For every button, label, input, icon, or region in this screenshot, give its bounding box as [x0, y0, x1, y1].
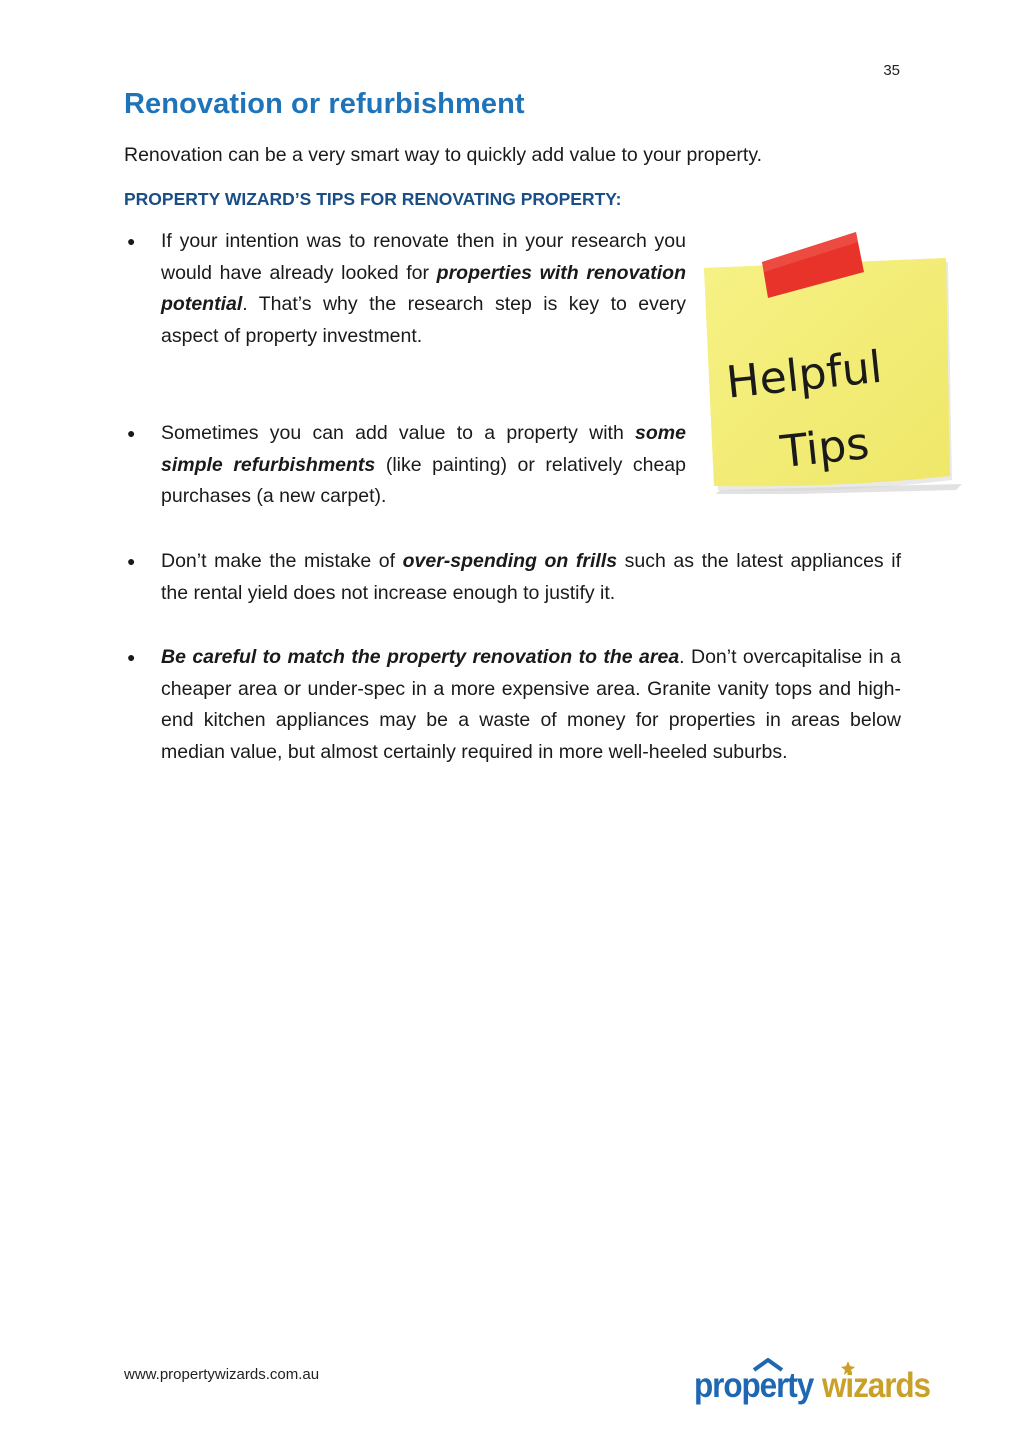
- bullet-text: Sometimes you can add value to a property with some simple refurbishments (like painting) or relatively cheap purchases (a new carpet).: [161, 422, 686, 508]
- bullet-text: Be careful to match the property renovation to the area. Don’t overcapitalise in a cheaper area or under-spec in a more expensive area. Granite vanity tops and high-end kitchen appliances may be a waste of money for properties in areas below median value, but almost certainly required in more well-heeled suburbs.: [161, 646, 901, 764]
- logo-text-property: property: [694, 1366, 814, 1405]
- page-title: Renovation or refurbishment: [124, 88, 525, 120]
- sticky-note-line2: Tips: [778, 418, 872, 479]
- bullet-icon: ●: [127, 233, 136, 249]
- bullet-text: Don’t make the mistake of over-spending on frills such as the latest appliances if the rental yield does not increase enough to justify it.: [161, 550, 902, 604]
- intro-paragraph: Renovation can be a very smart way to quickly add value to your property.: [124, 144, 763, 166]
- helpful-tips-sticky-note-image: [700, 232, 962, 494]
- page-number: 35: [883, 62, 900, 79]
- footer-url: www.propertywizards.com.au: [124, 1366, 320, 1383]
- sticky-note-line1: Helpful: [724, 341, 885, 409]
- bullet-icon: ●: [127, 553, 136, 569]
- section-heading: PROPERTY WIZARD’S TIPS FOR RENOVATING PROPERTY:: [124, 189, 622, 209]
- bullet-text: If your intention was to renovate then in your research you would have already looked for properties with renovation potential. That’s why the research step is key to every aspect of property investment.: [161, 230, 687, 348]
- bullet-icon: ●: [127, 649, 136, 665]
- propertywizards-logo: [694, 1358, 946, 1414]
- logo-text-wizards: wizards: [822, 1366, 930, 1405]
- bullet-icon: ●: [127, 425, 136, 441]
